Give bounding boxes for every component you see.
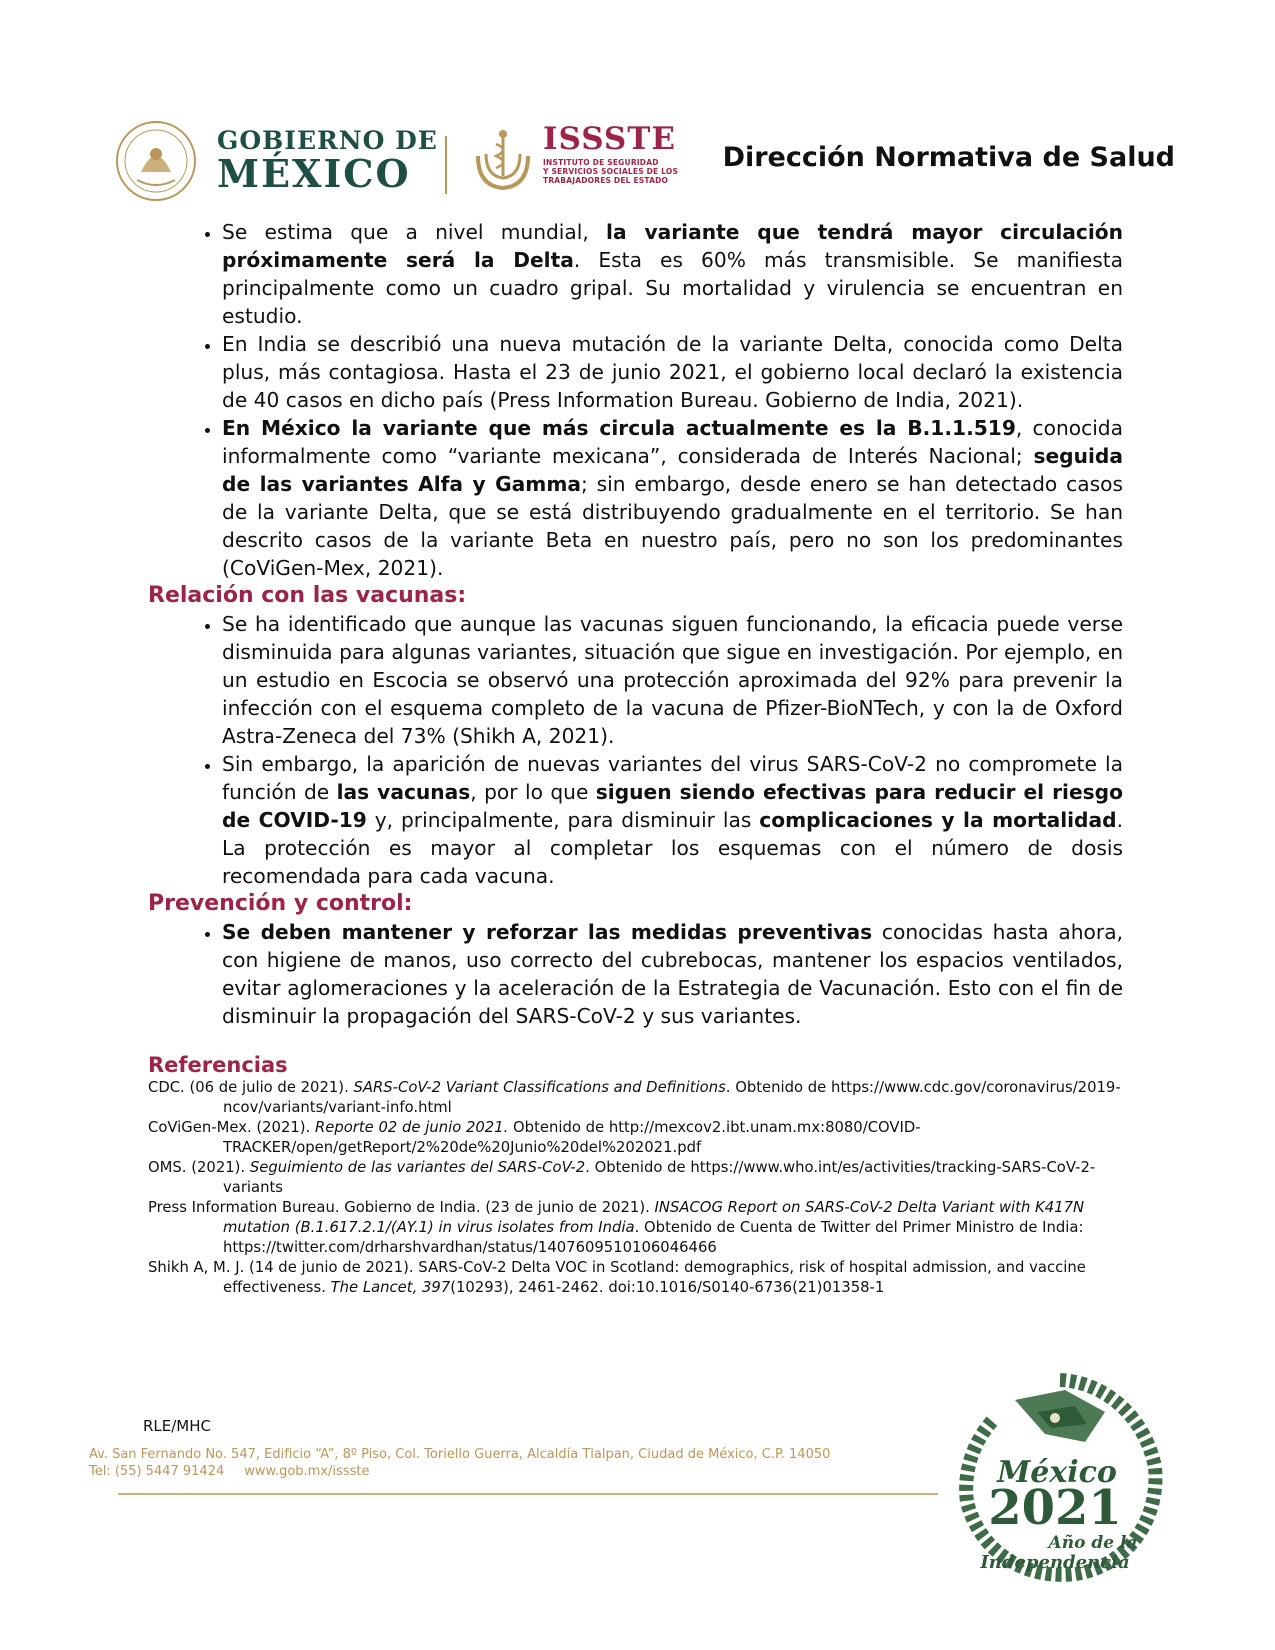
document-body (148, 218, 1123, 1298)
emblem-year: 2021 (988, 1480, 1122, 1536)
list-item: • En México la variante que más circula actualmente es la B.1.1.519, conocida informalmente como “variante mexicana”, considerada de Interés Nacional; seguida de las variantes Alfa y Gamma; sin embargo, desde enero se han detectado casos de la variante Delta, que se está distribuyendo gradualmente en el territorio. Se han descrito casos de la variante Beta en nuestro país, pero no son los predominantes (CoViGen-Mex, 2021). (222, 414, 1123, 582)
phone-number: Tel: (55) 5447 91424 (89, 1464, 225, 1479)
list-item: • Sin embargo, la aparición de nuevas variantes del virus SARS-CoV-2 no compromete la función de las vacunas, por lo que siguen siendo efectivas para reducir el riesgo de COVID-19 y, principalmente, para disminuir las complicaciones y la mortalidad. La protección es mayor al completar los esquemas con el número de dosis recomendada para cada vacuna. (222, 750, 1123, 890)
reference-item: Press Information Bureau. Gobierno de India. (23 de junio de 2021). INSACOG Report on SARS-CoV-2 Delta Variant with K417N mutation (B.1.617.2.1/(AY.1) in virus isolates from India. Obtenido de Cuenta de Twitter del Primer Ministro de India: https://twitter.com/drharshvardhan/status/1407609510106046466 (148, 1199, 1085, 1256)
issste-emblem-icon (470, 126, 536, 192)
issste-name: ISSSTE (543, 121, 676, 157)
address-line: Av. San Fernando No. 547, Edificio “A”, 8º Piso, Col. Toriello Guerra, Alcaldía Tlalpan, Ciudad de México, C.P. 14050 (89, 1447, 831, 1462)
author-initials: RLE/MHC (143, 1417, 212, 1435)
page-header (115, 118, 1175, 200)
mexico-2021-emblem-icon (955, 1372, 1165, 1582)
gob-logo-line1: GOBIERNO DE (217, 126, 438, 155)
emblem-line2: Año de la (1048, 1533, 1138, 1553)
list-item: • Se ha identificado que aunque las vacunas siguen funcionando, la eficacia puede verse disminuida para algunas variantes, situación que sigue en investigación. Por ejemplo, en un estudio en Escocia se observó una protección aproximada del 92% para prevenir la infección con el esquema completo de la vacuna de Pfizer-BioNTech, y con la de Oxford Astra-Zeneca del 73% (Shikh A, 2021). (222, 610, 1123, 750)
references-list (148, 1078, 1123, 1298)
issste-logo (543, 121, 679, 185)
section-heading-vaccines: Relación con las vacunas: (148, 583, 467, 608)
emblem-line3: Independencia (980, 1552, 1130, 1573)
references-heading: Referencias (148, 1053, 288, 1077)
vaccines-list (148, 610, 1123, 890)
reference-item: CDC. (06 de julio de 2021). SARS-CoV-2 Variant Classifications and Definitions. Obtenido de https://www.cdc.gov/coronavirus/2019-ncov/variants/variant-info.html (148, 1079, 1121, 1116)
website-link[interactable]: www.gob.mx/issste (244, 1464, 370, 1479)
footer-divider (118, 1493, 938, 1495)
issste-sub-line: Y SERVICIOS SOCIALES DE LOS (543, 167, 679, 176)
contact-line (89, 1463, 830, 1480)
gobierno-de-mexico-logo (217, 126, 438, 196)
list-item: • Se deben mantener y reforzar las medidas preventivas conocidas hasta ahora, con higiene de manos, uso correcto del cubrebocas, mantener los espacios ventilados, evitar aglomeraciones y la aceleración de la Estrategia de Vacunación. Esto con el fin de disminuir la propagación del SARS-CoV-2 y sus variantes. (222, 918, 1123, 1030)
list-item: • Se estima que a nivel mundial, la variante que tendrá mayor circulación próximamente será la Delta. Esta es 60% más transmisible. Se manifiesta principalmente como un cuadro gripal. Su mortalidad y virulencia se encuentran en estudio. (222, 218, 1123, 330)
reference-item: Shikh A, M. J. (14 de junio de 2021). SARS-CoV-2 Delta VOC in Scotland: demographics, risk of hospital admission, and vaccine effectiveness. The Lancet, 397(10293), 2461-2462. doi:10.1016/S0140-6736(21)01358-1 (148, 1259, 1086, 1296)
issste-sub-line: INSTITUTO DE SEGURIDAD (543, 158, 659, 167)
footer-address (89, 1446, 830, 1480)
section-heading-prevention: Prevención y control: (148, 891, 413, 916)
gob-logo-line2: MÉXICO (217, 151, 411, 196)
variants-list (148, 218, 1123, 582)
prevention-list (148, 918, 1123, 1030)
issste-subtitle (543, 158, 678, 185)
department-title: Dirección Normativa de Salud (722, 142, 1175, 173)
reference-item: OMS. (2021). Seguimiento de las variantes del SARS-CoV-2. Obtenido de https://www.who.int/es/activities/tracking-SARS-CoV-2-variants (148, 1159, 1096, 1196)
national-seal-icon (115, 120, 197, 202)
reference-item: CoViGen-Mex. (2021). Reporte 02 de junio 2021. Obtenido de http://mexcov2.ibt.unam.mx:8080/COVID-TRACKER/open/getReport/2%20de%20Junio%20del%202021.pdf (148, 1119, 921, 1156)
logo-divider (445, 136, 447, 194)
list-item: • En India se describió una nueva mutación de la variante Delta, conocida como Delta plus, más contagiosa. Hasta el 23 de junio 2021, el gobierno local declaró la existencia de 40 casos en dicho país (Press Information Bureau. Gobierno de India, 2021). (222, 330, 1123, 414)
emblem-line1: México (997, 1455, 1117, 1490)
issste-sub-line: TRABAJADORES DEL ESTADO (543, 176, 669, 185)
